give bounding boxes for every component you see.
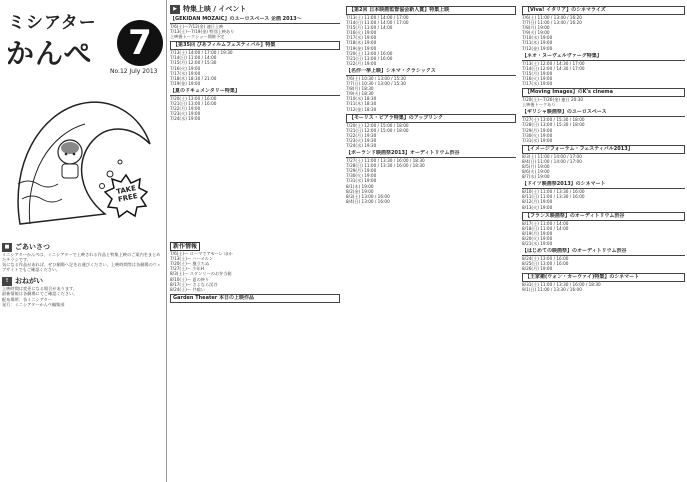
event-line: 7/13(土) 14:00 / 17:00 / 19:30 — [170, 50, 233, 56]
event-line: 7/21(日) 13:00 / 16:00 — [346, 55, 393, 61]
event-heading: 【第35回 ぴあフィルムフェスティバル】特集 — [170, 41, 340, 50]
event-line: 7/14(日) 11:00 / 14:00 — [170, 55, 217, 61]
event-line: 7/10(水) 18:30 — [346, 96, 377, 102]
event-line: 7/18(木) 18:30 / 21:00 — [170, 75, 217, 81]
event-line: 8/2(金) 19:00 — [346, 188, 374, 194]
new-releases-header — [170, 242, 340, 251]
notice-line: 配布場所：各ミニシアター — [2, 296, 52, 302]
event-line: 7/6(土) 11:00 / 13:40 / 16:20 — [522, 15, 582, 20]
schedule-column-3 — [346, 4, 516, 480]
event-line: 7/19(金) 19:00 — [170, 80, 201, 86]
event-heading: 【フランス映画祭】のオーディトリウム渋谷 — [522, 212, 685, 221]
event-line: 8/19(月) 19:00 — [522, 230, 553, 236]
event-line: 7/13(土)〜7/19(金) 特別上映あり — [170, 29, 235, 35]
event-line: 7/13(土) 11:00 / 14:00 / 17:00 — [346, 15, 409, 20]
take-free-text: TAKE FREE — [115, 184, 139, 204]
event-line: 8/4(日) 11:00 / 14:00 / 17:00 — [522, 158, 582, 164]
event-heading: 【ポーランド映画祭2013】オーディトリウム渋谷 — [346, 150, 516, 158]
event-line: 7/13(土) 12:00 / 14:30 / 17:00 — [522, 60, 585, 66]
event-line: 7/27(土) 13:00 / 15:30 / 18:00 — [522, 117, 585, 123]
event-line: 7/17(水) 19:00 — [346, 35, 377, 41]
event-line: 7/16(火) 19:00 — [170, 65, 201, 71]
greeting-paragraph: 気になる作品があれば、ぜひ劇場へ足をお運びください。上映時間等は各劇場のウェブサイトでもご確認ください。 — [2, 262, 161, 273]
event-line: 8/17(土) 11:00 / 14:00 — [522, 220, 569, 226]
event-line: 8/26(月) 19:00 — [522, 266, 553, 272]
event-line: 8/6(火) 19:00 — [522, 169, 550, 175]
event-line: 7/14(日) 11:00 / 14:00 / 17:00 — [346, 20, 409, 26]
event-line: 7/15(月) 11:00 / 14:00 — [346, 25, 393, 31]
event-line: 7/30(火) 19:00 — [522, 132, 553, 138]
event-line: 7/22(月) 19:00 — [170, 106, 201, 112]
greeting-title: ■ ごあいさつ — [2, 242, 162, 252]
film-icon: ▶ — [170, 5, 180, 14]
event-line: 7/29(月) 19:00 — [346, 168, 377, 174]
event-line: 7/29(月) 19:00 — [522, 127, 553, 133]
event-line: 8/5(月) 19:00 — [522, 163, 550, 169]
event-line: 7/21(日) 12:00 / 15:00 / 18:00 — [346, 127, 409, 133]
event-line: 8/25(日) 13:00 / 16:00 — [522, 261, 569, 267]
garden-theater-footer: Garden Theater 本日の上映作品 — [170, 294, 340, 303]
release-line: 8/3(土)〜 スタンリーのお弁当箱 — [170, 271, 232, 277]
event-line: 8/21(水) 19:00 — [522, 241, 553, 246]
event-line: 7/31(水) 19:00 — [346, 178, 377, 184]
new-releases-section — [170, 242, 340, 480]
event-line: 7/6(土) 10:30 / 13:00 / 15:30 — [346, 75, 406, 81]
event-heading: 【GEKIDAN MOZAIC】のユーロスペース 企画 2013〜 — [170, 16, 340, 24]
event-line: 7/15(月) 19:00 — [522, 70, 553, 76]
title-big: かんぺ — [6, 37, 93, 70]
event-line: 8/4(日) 13:00 / 16:00 — [346, 198, 390, 204]
release-line: 8/10(土)〜 夏の終り — [170, 276, 210, 282]
release-line: 7/13(土)〜 ハーメルン — [170, 256, 214, 262]
event-heading: 【王家衛(ウォン・カーウァイ)特集】のシネマート — [522, 273, 685, 282]
event-line: 8/10(土) 11:00 / 13:30 / 16:00 — [522, 189, 585, 195]
event-heading: 【はじめての映画祭】のオーディトリウム渋谷 — [522, 248, 685, 256]
greeting-section — [2, 242, 162, 480]
event-line: 7/15(月) 12:00 / 15:30 — [170, 60, 217, 66]
event-line: 7/30(火) 19:00 — [346, 173, 377, 179]
event-line: 7/8(月) 19:00 — [522, 25, 550, 31]
event-line: 7/11(木) 19:00 — [522, 40, 553, 46]
schedule-column-4 — [522, 4, 685, 480]
event-heading: 【ネオ・ヌーヴェルヴァーグ特集】 — [522, 53, 685, 61]
notice-title: ! おねがい — [2, 276, 162, 286]
event-heading: 【ドイツ映画祭2013】のシネマート — [522, 181, 685, 189]
event-line: 7/20(土) 12:00 / 15:00 / 18:00 — [346, 122, 409, 128]
event-heading: 【名作一挙上映】シネマ・クラシックス — [346, 68, 516, 76]
event-line: 8/13(火) 19:00 — [522, 204, 553, 210]
event-line: 7/17(水) 19:00 — [170, 70, 201, 76]
event-line: 7/9(火) 19:00 — [522, 30, 550, 36]
greeting-paragraph: ミニシアターかんぺは、ミニシアターで上映される作品と特集上映のご案内をまとめたチラシです。 — [2, 252, 161, 263]
event-line: 7/24(水) 19:30 — [346, 142, 377, 148]
event-line: 7/23(火) 19:00 — [170, 111, 201, 117]
event-line: 7/21(日) 13:00 / 16:00 — [170, 101, 217, 107]
event-line: 7/27(土) 11:00 / 13:30 / 16:00 / 18:30 — [346, 158, 425, 164]
event-line: 7/22(月) 19:30 — [346, 132, 377, 138]
release-line: 7/20(土)〜 風立ちぬ — [170, 261, 210, 267]
event-line: 7/28(日) 13:00 / 15:30 / 18:00 — [522, 122, 585, 128]
event-line: 7/16(火) 19:00 — [346, 30, 377, 36]
notice-line: 発行：ミニシアターかんぺ編集部 — [2, 301, 65, 307]
notice-icon: ! — [2, 277, 12, 286]
release-line: 8/17(土)〜 さよなら渓谷 — [170, 281, 218, 287]
event-heading: 【Moving Images】のK's cinema — [522, 88, 685, 97]
events-title: ▶ 特集上映 / イベント — [170, 4, 340, 14]
event-line: 8/12(月) 19:00 — [522, 199, 553, 205]
event-line: 7/14(日) 12:00 / 14:30 / 17:00 — [522, 65, 585, 71]
event-line: 7/7(日) 10:30 / 13:00 / 15:30 — [346, 81, 406, 87]
event-line: 7/24(水) 19:00 — [170, 116, 201, 122]
event-line: 9/1(日) 11:00 / 13:30 / 16:00 — [522, 287, 582, 293]
event-line: 7/28(日) 11:00 / 13:30 / 16:00 / 18:30 — [346, 163, 425, 169]
event-line: 7/20(土) 13:00 / 16:00 — [346, 50, 393, 56]
event-line: 8/18(日) 11:00 / 14:00 — [522, 225, 569, 231]
event-line: 上映後トークあり — [522, 102, 556, 108]
event-line: 7/22(月) 19:00 — [346, 60, 377, 66]
notice-line: 上映時間は変更になる場合があります。 — [2, 286, 78, 292]
event-line: 7/9(火) 18:30 — [346, 91, 374, 97]
notice-line: 最新情報は各劇場にてご確認ください。 — [2, 291, 78, 297]
event-line: 7/12(金) 19:00 — [522, 45, 553, 51]
greeting-icon: ■ — [2, 243, 12, 252]
events-column — [170, 4, 340, 238]
column-divider — [166, 0, 167, 482]
release-line: 7/27(土)〜 少年H — [170, 266, 204, 272]
event-line: 7/11(木) 18:30 — [346, 101, 377, 107]
event-line: 8/31(土) 11:00 / 13:30 / 16:00 / 18:30 — [522, 282, 601, 288]
cover — [2, 4, 165, 236]
event-line: 7/10(水) 19:00 — [522, 35, 553, 41]
event-line: 8/1(木) 19:00 — [346, 183, 374, 189]
event-line: 7/20(土) 13:00 / 16:00 — [170, 95, 217, 101]
event-heading: 【イメージフォーラム・フェスティバル2013】 — [522, 145, 685, 154]
event-heading: 【ギリシャ映画祭】のユーロスペース — [522, 109, 685, 117]
event-line: 7/18(木) 19:00 — [346, 40, 377, 46]
event-line: 8/24(土) 13:00 / 16:00 — [522, 256, 569, 262]
event-line: 7/16(火) 19:00 — [522, 75, 553, 81]
event-line: 7/7(日) 11:00 / 13:40 / 16:20 — [522, 20, 582, 26]
event-line: 8/11(日) 11:00 / 13:30 / 16:00 — [522, 194, 585, 200]
event-line: 7/19(金) 19:00 — [346, 45, 377, 51]
event-heading: 【モーリス・ピアラ特集】のアップリンク — [346, 114, 516, 123]
event-line: 7/20(土)〜7/26(金) 連日 20:30 — [522, 97, 584, 103]
event-line: 7/23(火) 19:30 — [346, 137, 377, 143]
event-heading: 【Viva! イタリア】のシネマライズ — [522, 6, 685, 15]
event-line: 7/17(水) 19:00 — [522, 81, 553, 87]
event-line: 8/3(土) 11:00 / 14:00 / 17:00 — [522, 153, 582, 159]
release-line: 8/24(土)〜 共喰い — [170, 286, 205, 292]
event-heading: 【第2回 日本映画監督協会新人賞】特集上映 — [346, 6, 516, 15]
event-line: 7/8(月) 18:30 — [346, 86, 374, 92]
event-line: 7/31(水) 19:00 — [522, 137, 553, 143]
event-line: 7/6(土)〜7/12(金) 連日上映 — [170, 24, 224, 29]
release-line: 7/6(土)〜 ローマでアモーレ ほか — [170, 251, 233, 257]
event-line: 8/7(水) 19:00 — [522, 174, 550, 180]
event-line: 上映後トークショー開催予定 — [170, 34, 225, 40]
issue-info: No.12 July 2013 — [110, 68, 158, 75]
event-line: 8/20(火) 19:00 — [522, 235, 553, 241]
event-line: 7/12(金) 18:30 — [346, 106, 377, 112]
event-line: 8/3(土) 13:00 / 16:00 — [346, 193, 390, 199]
issue-number: 7 — [117, 20, 163, 66]
title-small: ミシアター — [8, 13, 97, 33]
new-releases-label: 新作情報 — [170, 242, 200, 251]
event-heading: 【夏のドキュメンタリー特集】 — [170, 88, 340, 96]
